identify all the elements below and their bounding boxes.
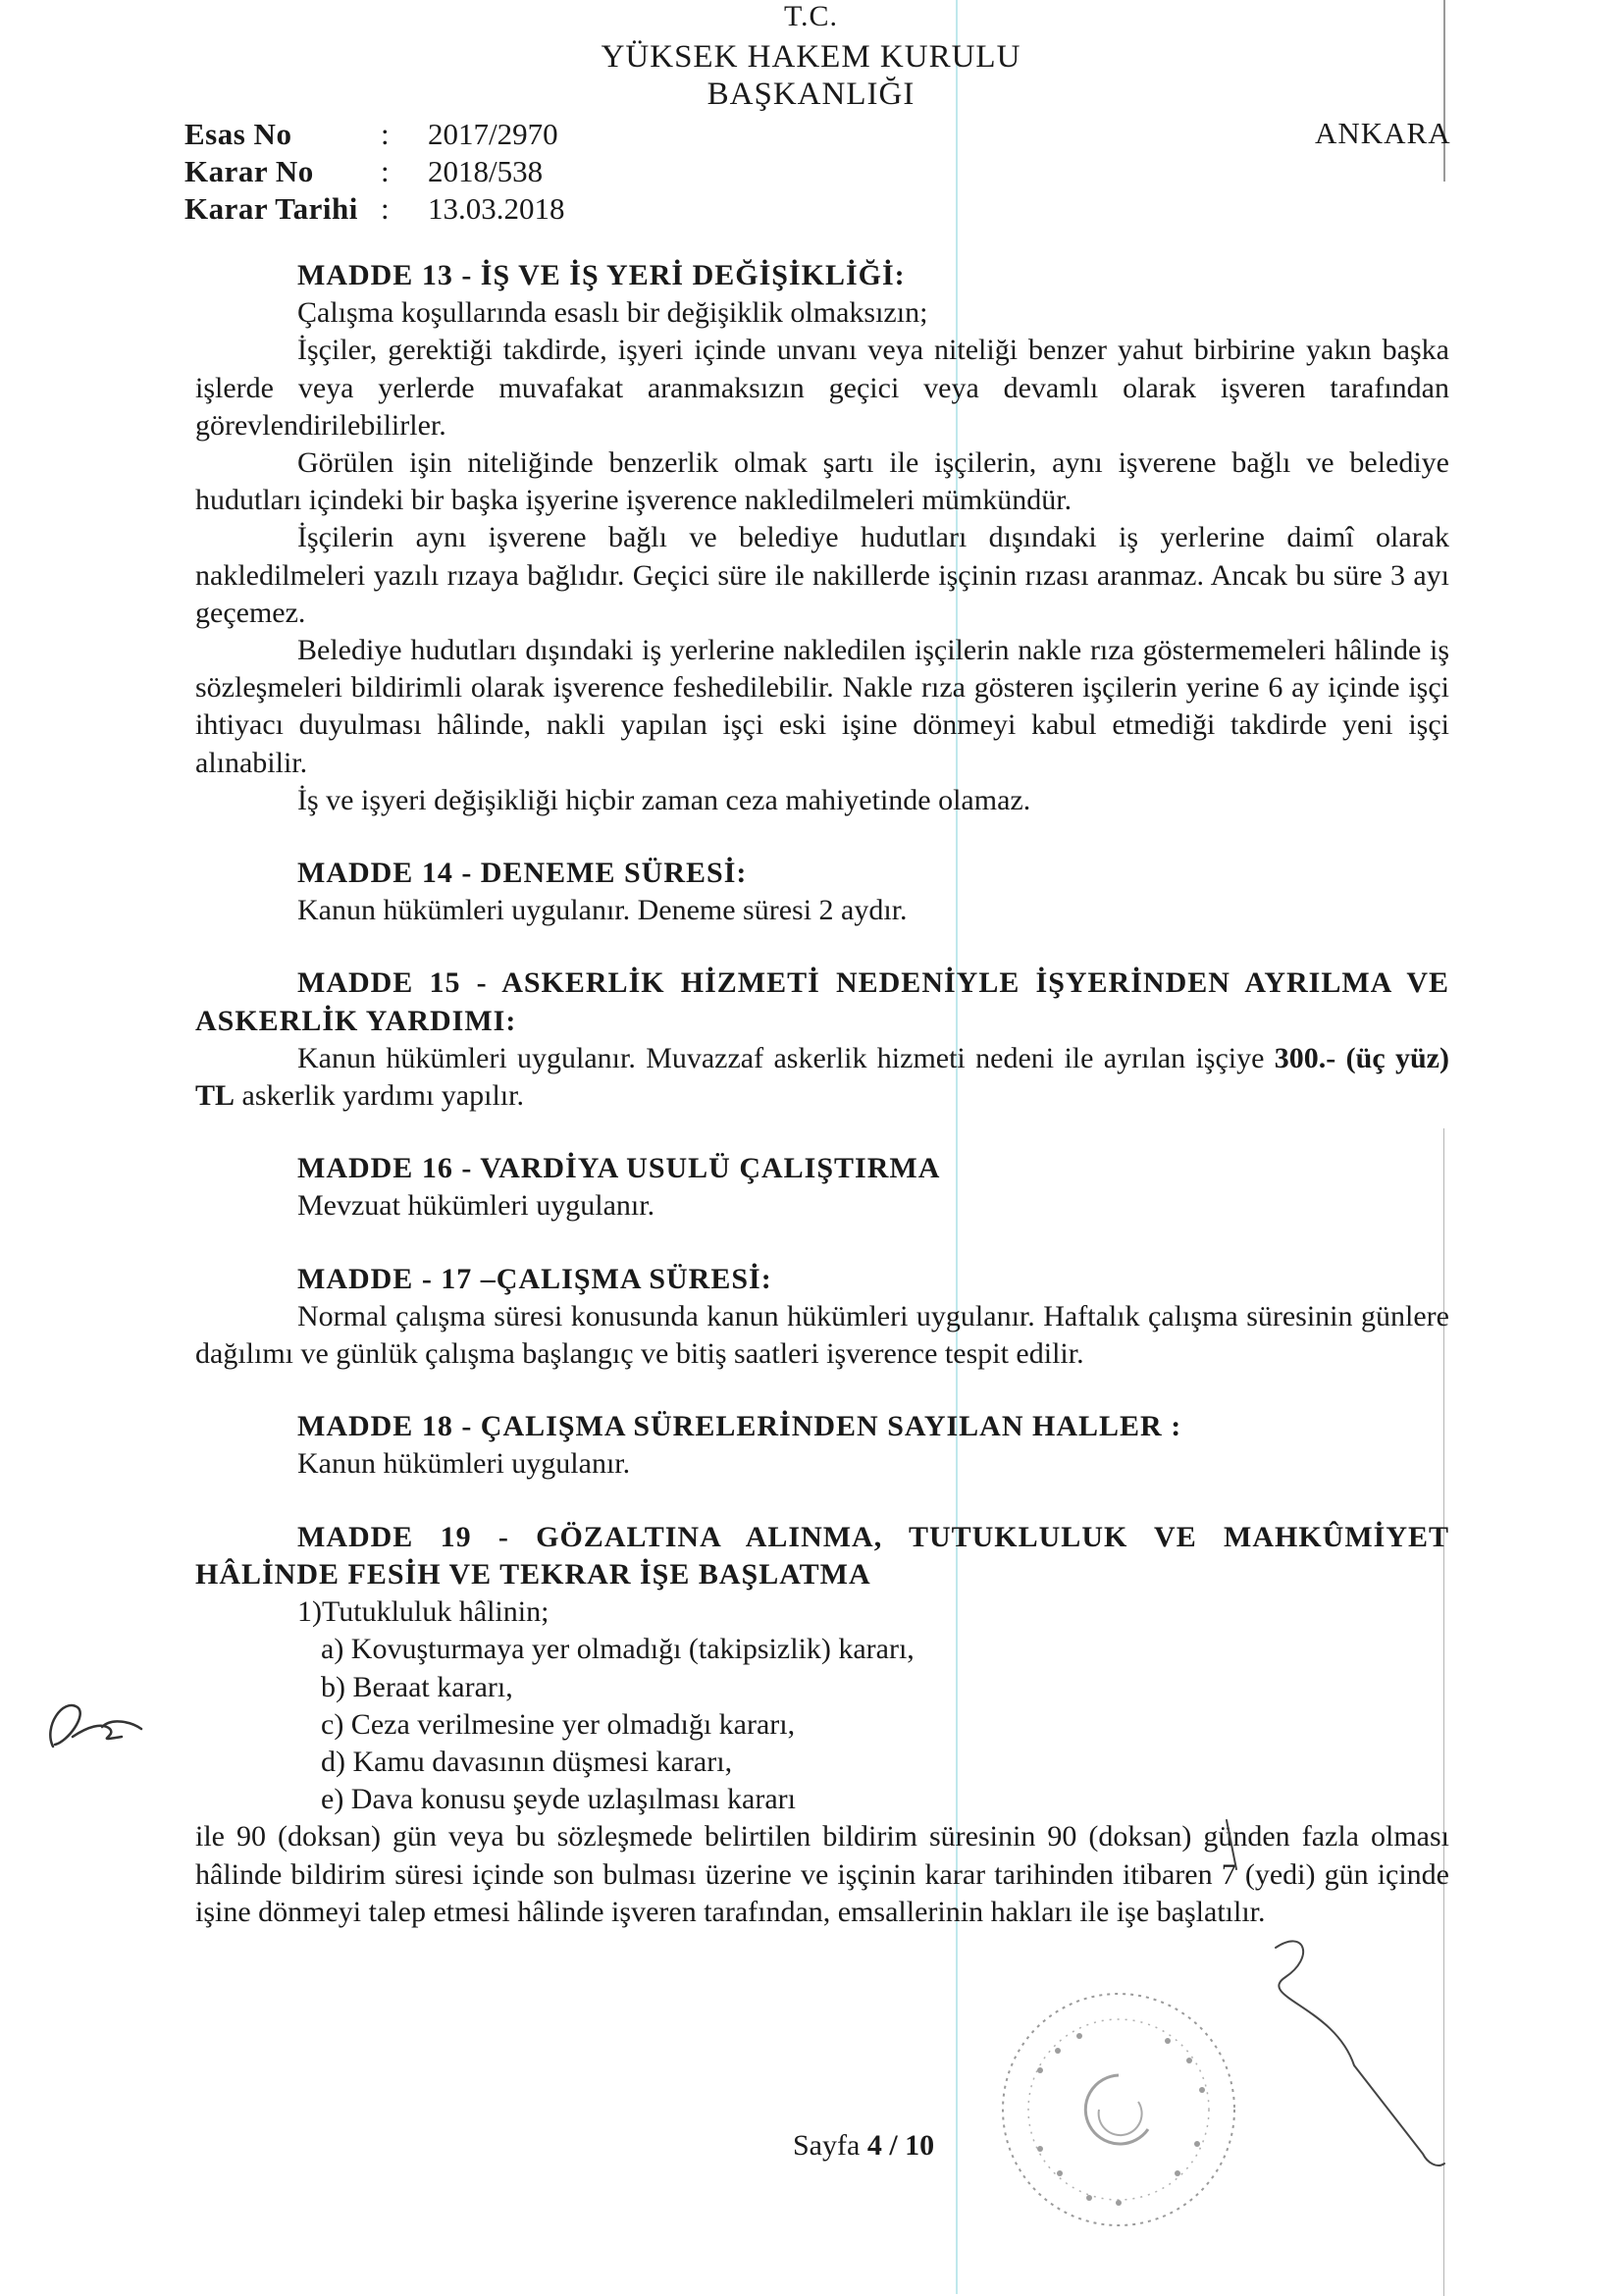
article-19-list-item: d) Kamu davasının düşmesi kararı, — [321, 1745, 733, 1778]
meta-key: Karar Tarihi — [184, 191, 358, 226]
article-15-text: Kanun hükümleri uygulanır. Muvazzaf askerlik hizmeti nedeni ile ayrılan işçiye — [297, 1041, 1275, 1074]
article-13-paragraph: Belediye hudutları dışındaki iş yerlerine nakledilen işçilerin nakle rıza göstermemeleri hâlinde iş sözleşmeleri bildirimli olarak işverence feshedilebilir. Nakle rıza gösteren işçilerin yerine 6 ay içinde işçi ihtiyacı duyulması hâlinde, nakli yapılan işçi eski işine dönmeyi kabul etmediği takdirde yeni işçi alınabilir. — [195, 634, 1449, 779]
article-14-paragraph: Kanun hükümleri uygulanır. Deneme süresi 2 aydır. — [297, 894, 908, 927]
meta-sep: : — [381, 154, 390, 188]
handwritten-initials-mark — [33, 1668, 151, 1766]
article-13-paragraph: Görülen işin niteliğinde benzerlik olmak şartı ile işçilerin, aynı işverene bağlı ve belediye hudutları içindeki bir başka işyerine işverence nakledilmeleri mümkündür. — [195, 446, 1449, 517]
meta-row — [184, 153, 565, 190]
article-19-title: MADDE 19 - GÖZALTINA ALINMA, TUTUKLULUK VE MAHKÛMİYET HÂLİNDE FESİH VE TEKRAR İŞE BAŞLATMA — [195, 1520, 1449, 1591]
article-18-paragraph: Kanun hükümleri uygulanır. — [297, 1447, 631, 1481]
meta-row — [184, 190, 565, 228]
article-14-title: MADDE 14 - DENEME SÜRESİ: — [297, 857, 748, 890]
article-13-title: MADDE 13 - İŞ VE İŞ YERİ DEĞİŞİKLİĞİ: — [297, 259, 906, 291]
meta-key: Esas No — [184, 117, 292, 151]
page-current: 4 — [866, 2129, 882, 2162]
article-13-paragraph: İşçilerin aynı işverene bağlı ve belediye hudutları dışındaki iş yerlerine daimî olarak nakledilmeleri yazılı rızaya bağlıdır. Geçici süre ile nakillerde işçinin rızası aranmaz. Ancak bu süre 3 ayı geçemez. — [195, 521, 1449, 629]
page-number — [793, 2129, 934, 2163]
document-body — [195, 257, 1449, 1931]
article-15-amount: 300.- (üç yüz) TL — [195, 1041, 1449, 1113]
meta-value: 2017/2970 — [428, 117, 558, 151]
page-total: 10 — [905, 2129, 935, 2162]
article-18-title: MADDE 18 - ÇALIŞMA SÜRELERİNDEN SAYILAN HALLER : — [297, 1410, 1182, 1443]
article-19-paragraph: ile 90 (doksan) gün veya bu sözleşmede belirtilen bildirim süresinin 90 (doksan) günden fazla olması hâlinde bildirim süresi içinde son bulması üzerine ve işçinin karar tarihinden itibaren 7 (yedi) gün içinde işine dönmeyi talep etmesi hâlinde işveren tarafından, emsallerinin hakları ile işe başlatılır. — [195, 1820, 1449, 1928]
meta-value: 13.03.2018 — [428, 191, 565, 226]
article-17-title: MADDE - 17 –ÇALIŞMA SÜRESİ: — [297, 1262, 772, 1295]
article-13-paragraph: Çalışma koşullarında esaslı bir değişiklik olmaksızın; — [297, 296, 928, 330]
article-15-paragraph — [195, 1040, 1449, 1115]
case-meta — [184, 116, 565, 228]
article-19-list-item: b) Beraat kararı, — [321, 1670, 513, 1703]
header-institution: YÜKSEK HAKEM KURULU — [601, 39, 1021, 75]
header-department: BAŞKANLIĞI — [706, 77, 916, 112]
meta-row — [184, 116, 565, 153]
article-15-title: MADDE 15 - ASKERLİK HİZMETİ NEDENİYLE İŞYERİNDEN AYRILMA VE ASKERLİK YARDIMI: — [195, 966, 1449, 1037]
article-13-paragraph: İşçiler, gerektiği takdirde, işyeri içinde unvanı veya niteliği benzer yahut birbirine yakın başka işlerde veya yerlerde muvafakat aranmaksızın geçici veya devamlı olarak işveren tarafından görevlendirilebilirler. — [195, 334, 1449, 442]
page-label: Sayfa — [793, 2129, 861, 2162]
official-seal-stamp — [981, 1982, 1256, 2237]
article-15-text: askerlik yardımı yapılır. — [235, 1079, 524, 1113]
header-city: ANKARA — [1315, 116, 1451, 150]
meta-value: 2018/538 — [428, 154, 544, 188]
meta-key: Karar No — [184, 154, 314, 188]
meta-sep: : — [381, 191, 390, 226]
header-tc: T.C. — [783, 0, 839, 32]
article-16-title: MADDE 16 - VARDİYA USULÜ ÇALIŞTIRMA — [297, 1152, 941, 1185]
article-19-list-item: c) Ceza verilmesine yer olmadığı kararı, — [321, 1707, 796, 1741]
article-19-intro: 1)Tutukluluk hâlinin; — [297, 1595, 549, 1629]
article-17-paragraph: Normal çalışma süresi konusunda kanun hükümleri uygulanır. Haftalık çalışma süresinin günlere dağılımı ve günlük çalışma başlangıç ve bitiş saatleri işverence tespit edilir. — [195, 1299, 1449, 1371]
article-16-paragraph: Mevzuat hükümleri uygulanır. — [297, 1189, 655, 1223]
article-19-list-item: a) Kovuşturmaya yer olmadığı (takipsizlik) kararı, — [321, 1633, 915, 1666]
article-13-paragraph: İş ve işyeri değişikliği hiçbir zaman ceza mahiyetinde olamaz. — [297, 783, 1031, 816]
meta-sep: : — [381, 117, 390, 151]
page-separator: / — [881, 2129, 906, 2162]
article-19-list-item: e) Dava konusu şeyde uzlaşılması kararı — [321, 1783, 796, 1816]
